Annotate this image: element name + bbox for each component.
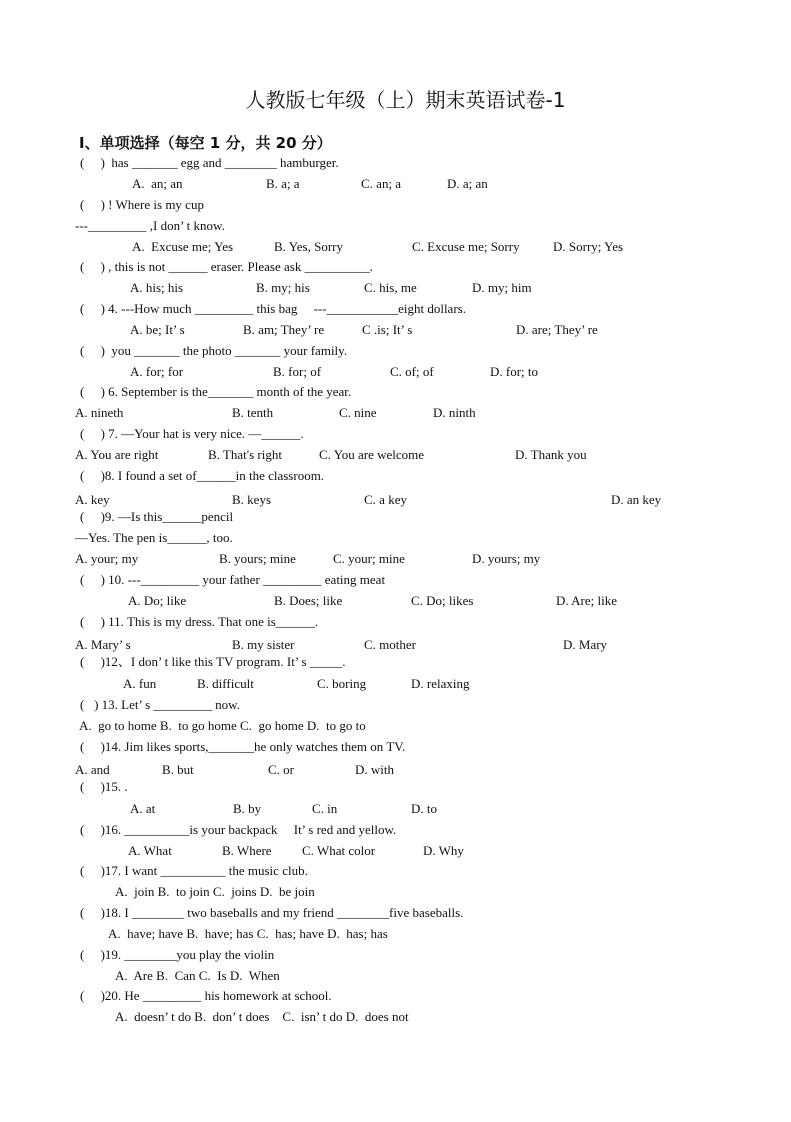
answer-option: B. yours; mine bbox=[219, 551, 296, 566]
answer-option: D. Why bbox=[423, 843, 464, 858]
answer-option: D. Thank you bbox=[515, 447, 587, 462]
answer-option: D. to bbox=[411, 801, 437, 816]
question-line: ( ) 10. ---_________ your father _________ eating meat bbox=[80, 572, 386, 587]
answer-option: D. are; They’ re bbox=[516, 322, 598, 337]
answer-option: B. a; a bbox=[266, 176, 300, 191]
answer-option: D. with bbox=[355, 762, 394, 777]
answer-option: A. your; my bbox=[75, 551, 139, 566]
answer-option: A. for; for bbox=[130, 364, 184, 379]
question-line: ( ) 11. This is my dress. That one is______. bbox=[80, 614, 319, 629]
question-line: ( ) has _______ egg and ________ hamburger. bbox=[80, 155, 339, 170]
question-line: ( ) 4. ---How much _________ this bag ---___________eight dollars. bbox=[80, 301, 466, 316]
answer-option: C. You are welcome bbox=[319, 447, 425, 462]
answer-option: A. his; his bbox=[130, 280, 184, 295]
answer-option: B. my; his bbox=[256, 280, 310, 295]
question-line: A. go to home B. to go home C. go home D. to go to bbox=[79, 718, 366, 733]
answer-option: D. Sorry; Yes bbox=[553, 239, 624, 254]
question-line: ( )17. I want __________ the music club. bbox=[80, 863, 308, 878]
answer-option: D. ninth bbox=[433, 405, 476, 420]
question-line: ( )14. Jim likes sports,_______he only watches them on TV. bbox=[80, 739, 406, 754]
question-line: ( )15. . bbox=[80, 779, 128, 794]
answer-option: A. at bbox=[130, 801, 156, 816]
answer-option: C. of; of bbox=[390, 364, 434, 379]
answer-option: A. be; It’ s bbox=[130, 322, 185, 337]
answer-option: A. Do; like bbox=[128, 593, 187, 608]
question-line: —Yes. The pen is______, too. bbox=[75, 530, 233, 545]
question-line: ( )9. —Is this______pencil bbox=[80, 509, 234, 524]
answer-option: B. for; of bbox=[273, 364, 322, 379]
question-line: ( )20. He _________ his homework at school. bbox=[80, 988, 332, 1003]
answer-option: A. You are right bbox=[75, 447, 159, 462]
question-line: ---_________ ,I don’ t know. bbox=[75, 218, 225, 233]
question-line: ( ) 7. —Your hat is very nice. —______. bbox=[80, 426, 304, 441]
answer-option: A. an; an bbox=[132, 176, 183, 191]
answer-option: C. nine bbox=[339, 405, 377, 420]
answer-option: A. nineth bbox=[75, 405, 124, 420]
answer-option: D. Are; like bbox=[556, 593, 618, 608]
answer-option: C. or bbox=[268, 762, 294, 777]
answer-option: C. Do; likes bbox=[411, 593, 474, 608]
answer-option: B. my sister bbox=[232, 637, 295, 652]
question-line: ( ) , this is not ______ eraser. Please ask __________. bbox=[80, 259, 373, 274]
answer-option: B. Where bbox=[222, 843, 272, 858]
question-line: ( )16. __________is your backpack It’ s red and yellow. bbox=[80, 822, 397, 837]
answer-option: A. fun bbox=[123, 676, 157, 691]
page-title: 人教版七年级（上）期末英语试卷-1 bbox=[245, 88, 566, 112]
answer-option: C. a key bbox=[364, 492, 407, 507]
answer-option: C .is; It’ s bbox=[362, 322, 413, 337]
question-line: A. join B. to join C. joins D. be join bbox=[115, 884, 315, 899]
answer-option: A. key bbox=[75, 492, 110, 507]
answer-option: B. tenth bbox=[232, 405, 274, 420]
answer-option: D. yours; my bbox=[472, 551, 541, 566]
answer-option: B. difficult bbox=[197, 676, 254, 691]
answer-option: B. but bbox=[162, 762, 194, 777]
answer-option: C. What color bbox=[302, 843, 376, 858]
answer-option: C. in bbox=[312, 801, 338, 816]
section-heading: Ⅰ、单项选择（每空 1 分，共 20 分） bbox=[79, 134, 332, 152]
question-line: ( ) 13. Let’ s _________ now. bbox=[80, 697, 240, 712]
answer-option: A. What bbox=[128, 843, 172, 858]
question-line: ( )19. ________you play the violin bbox=[80, 947, 275, 962]
answer-option: C. Excuse me; Sorry bbox=[412, 239, 520, 254]
question-line: A. have; have B. have; has C. has; have D. has; has bbox=[108, 926, 388, 941]
question-line: ( )8. I found a set of______in the classroom. bbox=[80, 468, 325, 483]
question-line: ( ) you _______ the photo _______ your family. bbox=[80, 343, 348, 358]
answer-option: D. relaxing bbox=[411, 676, 470, 691]
answer-option: D. my; him bbox=[472, 280, 532, 295]
answer-option: B. by bbox=[233, 801, 262, 816]
answer-option: C. mother bbox=[364, 637, 416, 652]
question-line: A. doesn’ t do B. don’ t does C. isn’ t do D. does not bbox=[115, 1009, 409, 1024]
answer-option: B. Does; like bbox=[274, 593, 343, 608]
answer-option: B. keys bbox=[232, 492, 271, 507]
question-line: ( ) 6. September is the_______ month of the year. bbox=[80, 384, 352, 399]
answer-option: D. Mary bbox=[563, 637, 608, 652]
answer-option: B. Yes, Sorry bbox=[274, 239, 343, 254]
answer-option: A. and bbox=[75, 762, 110, 777]
question-line: ( )18. I ________ two baseballs and my friend ________five baseballs. bbox=[80, 905, 464, 920]
answer-option: A. Mary’ s bbox=[75, 637, 131, 652]
answer-option: C. an; a bbox=[361, 176, 402, 191]
answer-option: B. am; They’ re bbox=[243, 322, 325, 337]
answer-option: B. That's right bbox=[208, 447, 282, 462]
question-line: ( ) ! Where is my cup bbox=[80, 197, 204, 212]
answer-option: D. for; to bbox=[490, 364, 539, 379]
answer-option: D. a; an bbox=[447, 176, 488, 191]
answer-option: C. his, me bbox=[364, 280, 417, 295]
question-line: A. Are B. Can C. Is D. When bbox=[115, 968, 280, 983]
answer-option: D. an key bbox=[611, 492, 662, 507]
answer-option: C. boring bbox=[317, 676, 367, 691]
answer-option: A. Excuse me; Yes bbox=[132, 239, 234, 254]
answer-option: C. your; mine bbox=[333, 551, 405, 566]
question-line: ( )12、I don’ t like this TV program. It’ s _____. bbox=[80, 654, 346, 669]
